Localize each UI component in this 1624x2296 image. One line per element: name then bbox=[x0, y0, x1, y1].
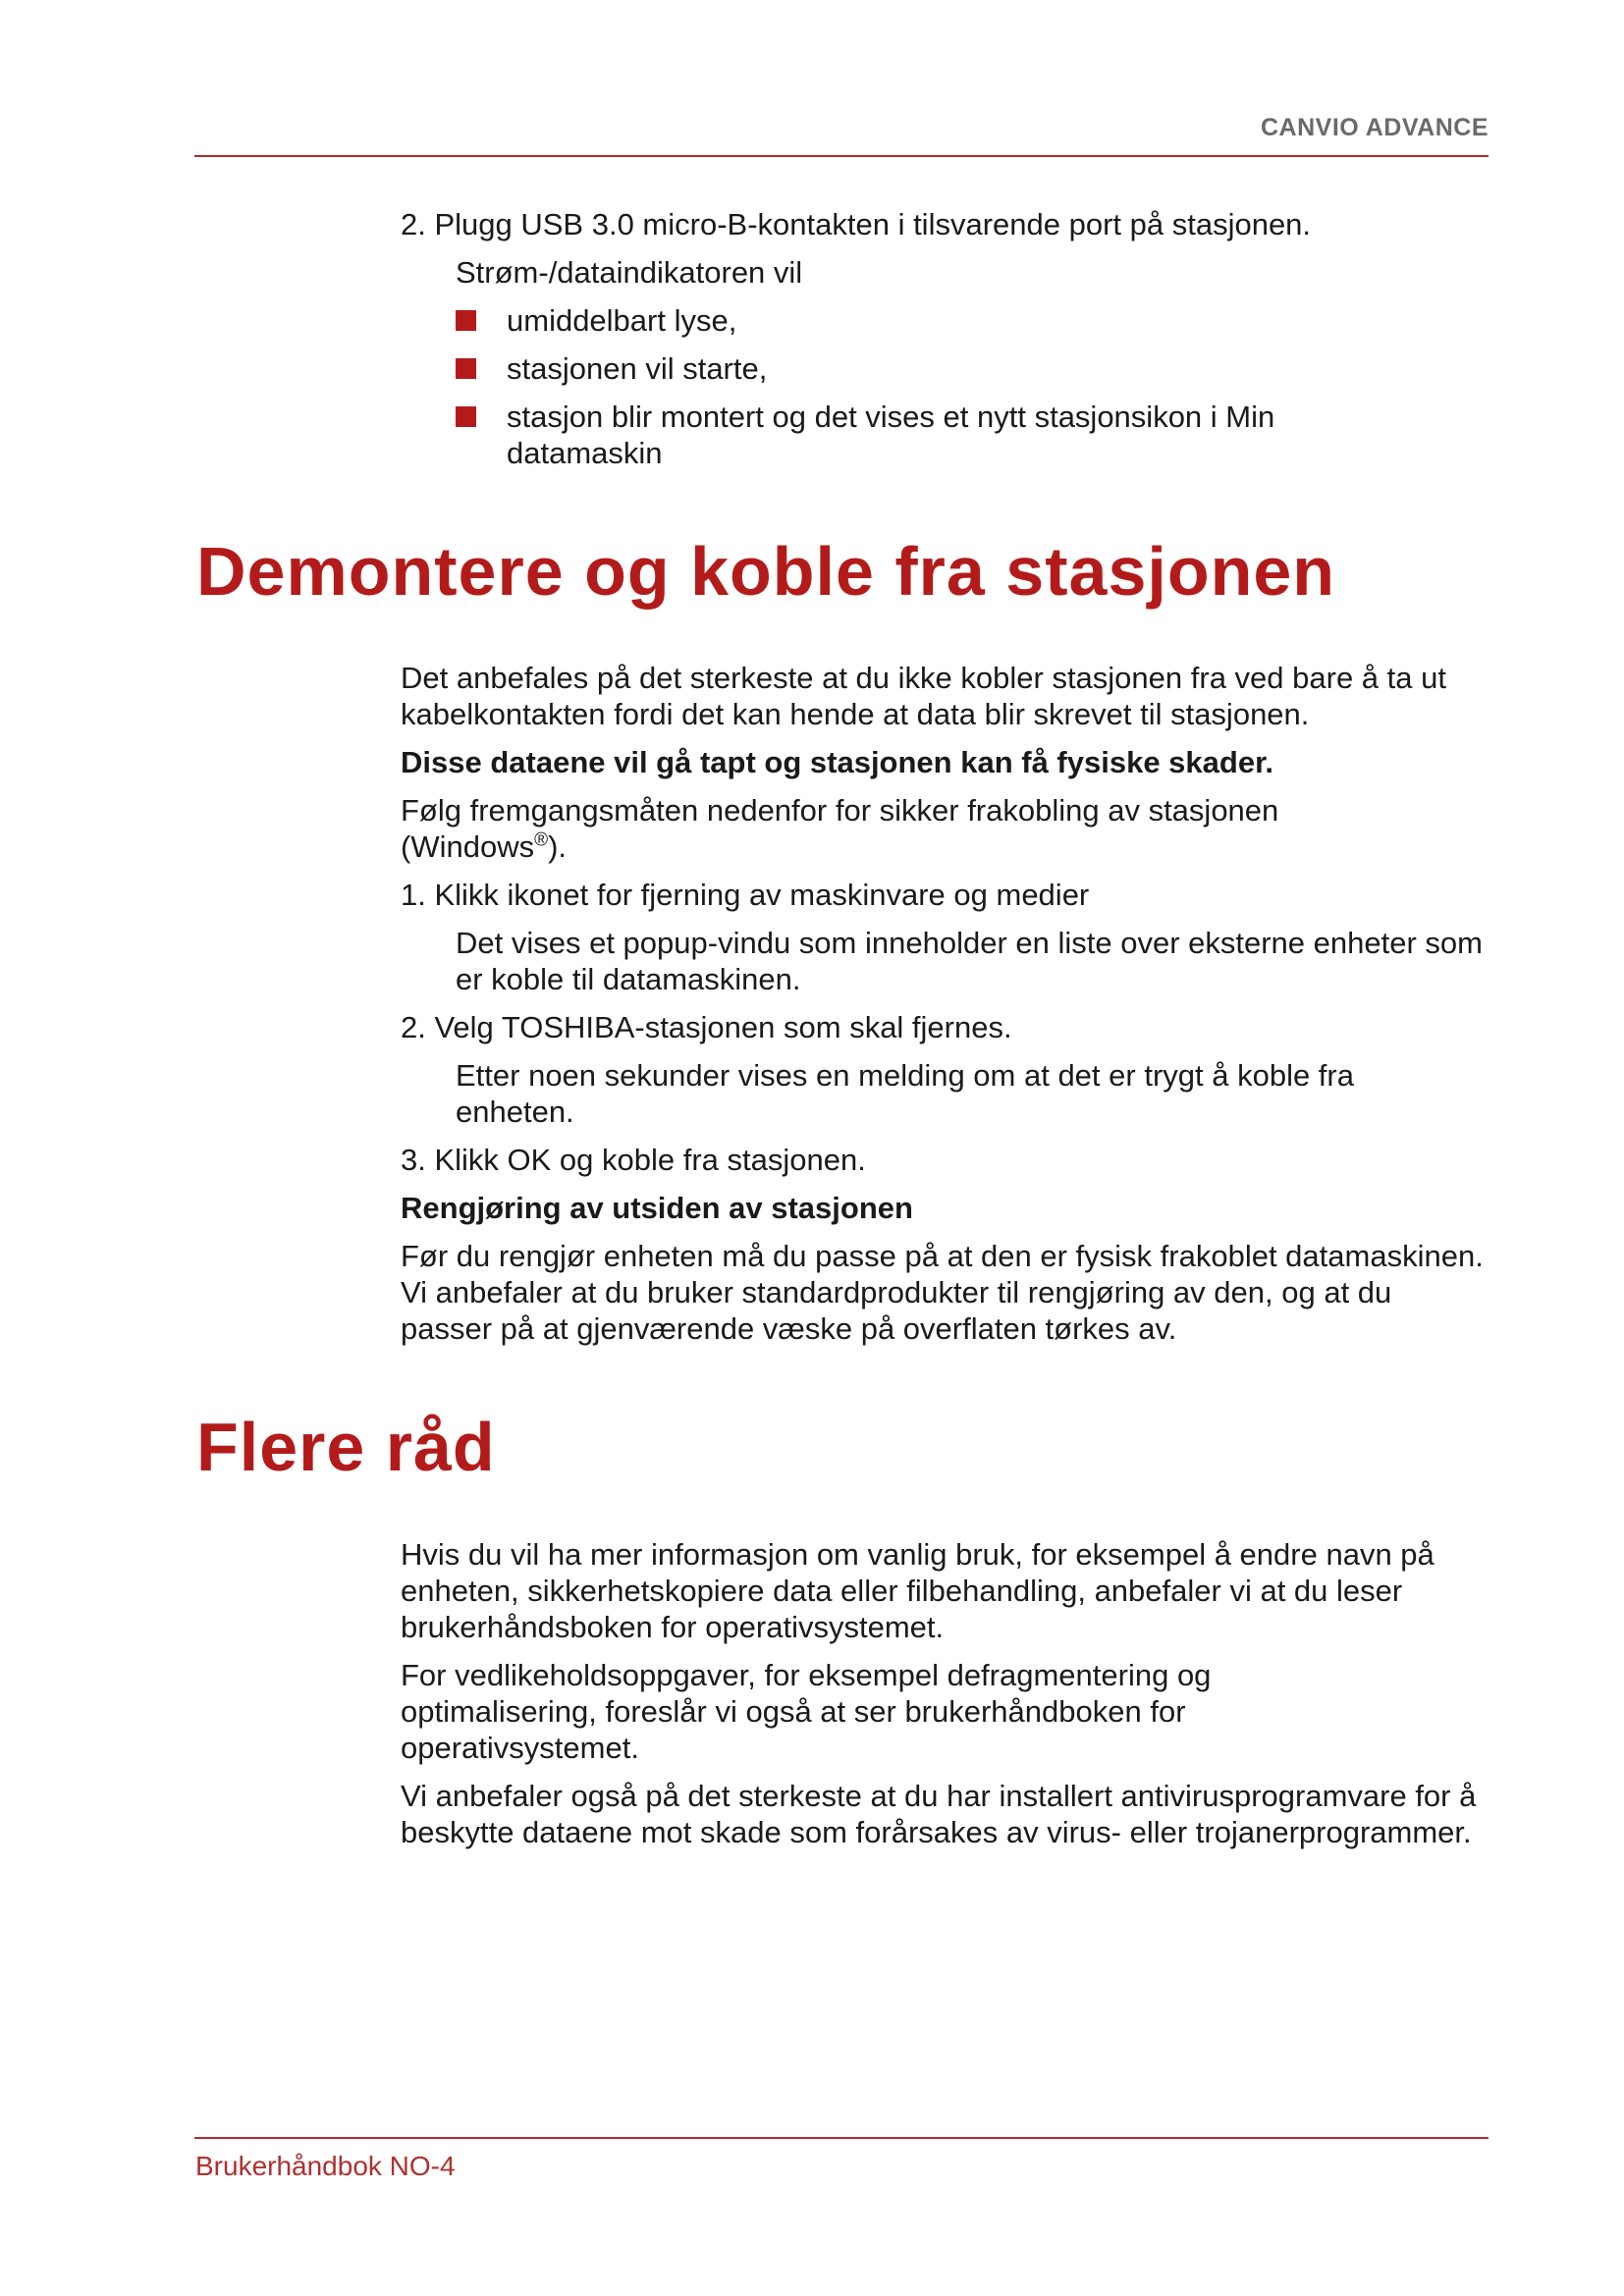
footer-rule bbox=[194, 2137, 1489, 2139]
tips-paragraph-2: For vedlikeholdsoppgaver, for eksempel defragmentering og optimalisering, foreslår vi også at ser brukerhåndboken for operativsystemet. bbox=[401, 1658, 1212, 1765]
list-item bbox=[401, 399, 1489, 471]
section-heading-unmount: Demontere og koble fra stasjonen bbox=[196, 533, 1336, 610]
indicator-intro: Strøm-/dataindikatoren vil bbox=[456, 255, 803, 290]
running-header: CANVIO ADVANCE bbox=[1260, 114, 1489, 141]
data-loss-warning: Disse dataene vil gå tapt og stasjonen kan få fysiske skader. bbox=[401, 745, 1274, 779]
removal-step-1-detail: Det vises et popup-vindu som inneholder en liste over eksterne enheter som er koble til datamaskinen. bbox=[456, 926, 1483, 996]
tips-paragraph-3: Vi anbefaler også på det sterkeste at du har installert antivirusprogramvare for å beskytte dataene mot skade som forårsakes av virus- eller trojanerprogrammer. bbox=[401, 1779, 1477, 1849]
square-bullet-icon bbox=[456, 406, 476, 427]
tips-paragraph-1: Hvis du vil ha mer informasjon om vanlig bruk, for eksempel å endre navn på enheten, sikkerhetskopiere data eller filbehandling, anbefaler vi at du leser brukerhåndsboken for operativsystemet. bbox=[401, 1537, 1435, 1644]
unmount-recommendation: Det anbefales på det sterkeste at du ikke kobler stasjonen fra ved bare å ta ut kabelkontakten fordi det kan hende at data blir skrevet til stasjonen. bbox=[401, 661, 1446, 731]
install-step-2: 2. Plugg USB 3.0 micro-B-kontakten i tilsvarende port på stasjonen. bbox=[401, 207, 1312, 241]
bullet-text: stasjon blir montert og det vises et nytt stasjonsikon i Min datamaskin bbox=[507, 400, 1275, 470]
removal-step-2-detail: Etter noen sekunder vises en melding om at det er trygt å koble fra enheten. bbox=[456, 1058, 1354, 1129]
install-steps-block bbox=[401, 206, 1489, 471]
section-heading-more-tips: Flere råd bbox=[196, 1409, 496, 1485]
removal-step-1: 1. Klikk ikonet for fjerning av maskinvare og medier bbox=[401, 878, 1090, 912]
square-bullet-icon bbox=[456, 358, 476, 379]
cleaning-subheading: Rengjøring av utsiden av stasjonen bbox=[401, 1191, 913, 1225]
safe-removal-intro: Følg fremgangsmåten nedenfor for sikker frakobling av stasjonen (Windows®). bbox=[401, 793, 1279, 864]
page-footer: Brukerhåndbok NO-4 bbox=[195, 2151, 456, 2181]
removal-step-2: 2. Velg TOSHIBA-stasjonen som skal fjernes. bbox=[401, 1010, 1012, 1044]
bullet-text: stasjonen vil starte, bbox=[507, 351, 768, 386]
header-rule bbox=[194, 155, 1489, 157]
more-tips-section-body bbox=[401, 1536, 1489, 1850]
unmount-section-body bbox=[401, 660, 1489, 1347]
list-item bbox=[401, 350, 1489, 387]
cleaning-text: Før du rengjør enheten må du passe på at den er fysisk frakoblet datamaskinen. Vi anbefaler at du bruker standardprodukter til rengjøring av den, og at du passer på at gjenværende væske på overflaten tørkes av. bbox=[401, 1239, 1484, 1346]
indicator-bullet-list bbox=[401, 302, 1489, 471]
bullet-text: umiddelbart lyse, bbox=[507, 303, 737, 338]
list-item bbox=[401, 302, 1489, 339]
removal-step-3: 3. Klikk OK og koble fra stasjonen. bbox=[401, 1143, 866, 1177]
square-bullet-icon bbox=[456, 310, 476, 331]
